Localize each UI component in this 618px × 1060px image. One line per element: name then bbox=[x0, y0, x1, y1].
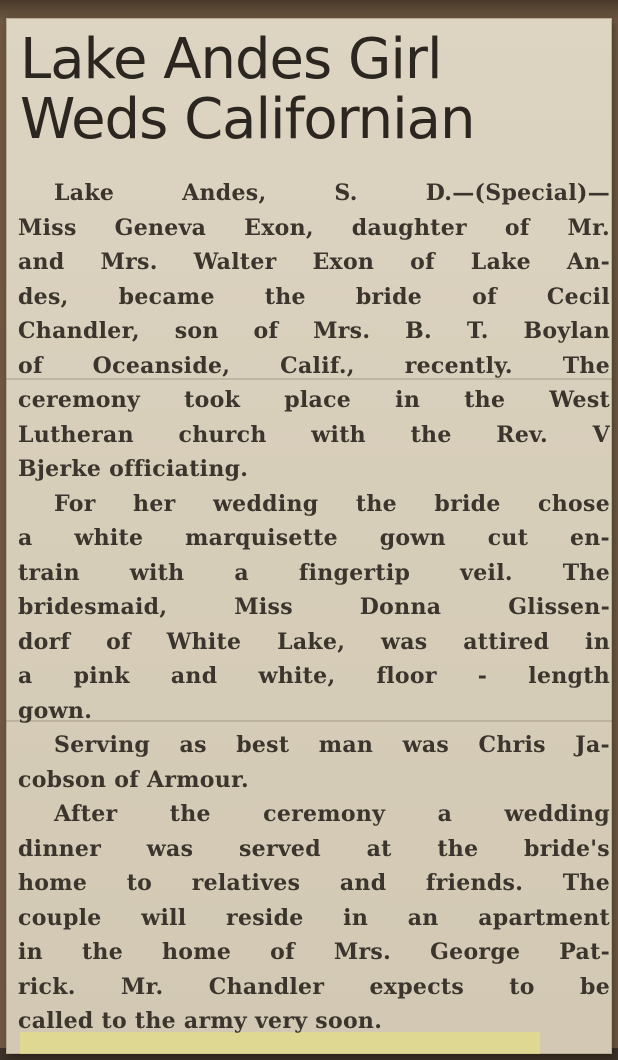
body-line: of Oceanside, Calif., recently. The bbox=[18, 352, 610, 379]
body-line: a pink and white, floor - length bbox=[18, 663, 610, 689]
body-line: train with a fingertip veil. The bbox=[18, 559, 610, 586]
body-line: called to the army very soon. bbox=[18, 1008, 383, 1034]
body-line: a white marquisette gown cut en- bbox=[18, 525, 610, 551]
body-line: Serving as best man was Chris Ja- bbox=[54, 732, 610, 758]
body-line: ceremony took place in the West bbox=[18, 387, 610, 413]
body-line: cobson of Armour. bbox=[18, 766, 249, 793]
body-line: Lutheran church with the Rev. V bbox=[18, 421, 610, 448]
newspaper-clipping bbox=[6, 18, 612, 1054]
body-line: des, became the bride of Cecil bbox=[18, 283, 610, 310]
body-line: Chandler, son of Mrs. B. T. Boylan bbox=[18, 318, 610, 344]
body-line: and Mrs. Walter Exon of Lake An- bbox=[18, 249, 610, 275]
body-line: Lake Andes, S. D.—(Special)— bbox=[54, 180, 610, 206]
headline bbox=[20, 27, 600, 152]
body-line: Bjerke officiating. bbox=[18, 456, 249, 482]
body-line: dorf of White Lake, was attired in bbox=[18, 628, 610, 655]
body-line: dinner was served at the bride's bbox=[18, 835, 610, 862]
article-body bbox=[18, 176, 610, 1039]
headline-line: Weds Californian bbox=[20, 87, 475, 152]
body-line: gown. bbox=[18, 697, 93, 724]
headline-line: Lake Andes Girl bbox=[20, 27, 442, 92]
body-line: rick. Mr. Chandler expects to be bbox=[18, 973, 610, 1000]
body-line: After the ceremony a wedding bbox=[54, 801, 610, 827]
body-line: couple will reside in an apartment bbox=[18, 904, 610, 931]
body-line: bridesmaid, Miss Donna Glissen- bbox=[18, 594, 610, 620]
body-line: Miss Geneva Exon, daughter of Mr. bbox=[18, 214, 610, 241]
body-line: For her wedding the bride chose bbox=[54, 490, 610, 517]
body-line: home to relatives and friends. The bbox=[18, 870, 610, 896]
body-line: in the home of Mrs. George Pat- bbox=[18, 939, 610, 965]
